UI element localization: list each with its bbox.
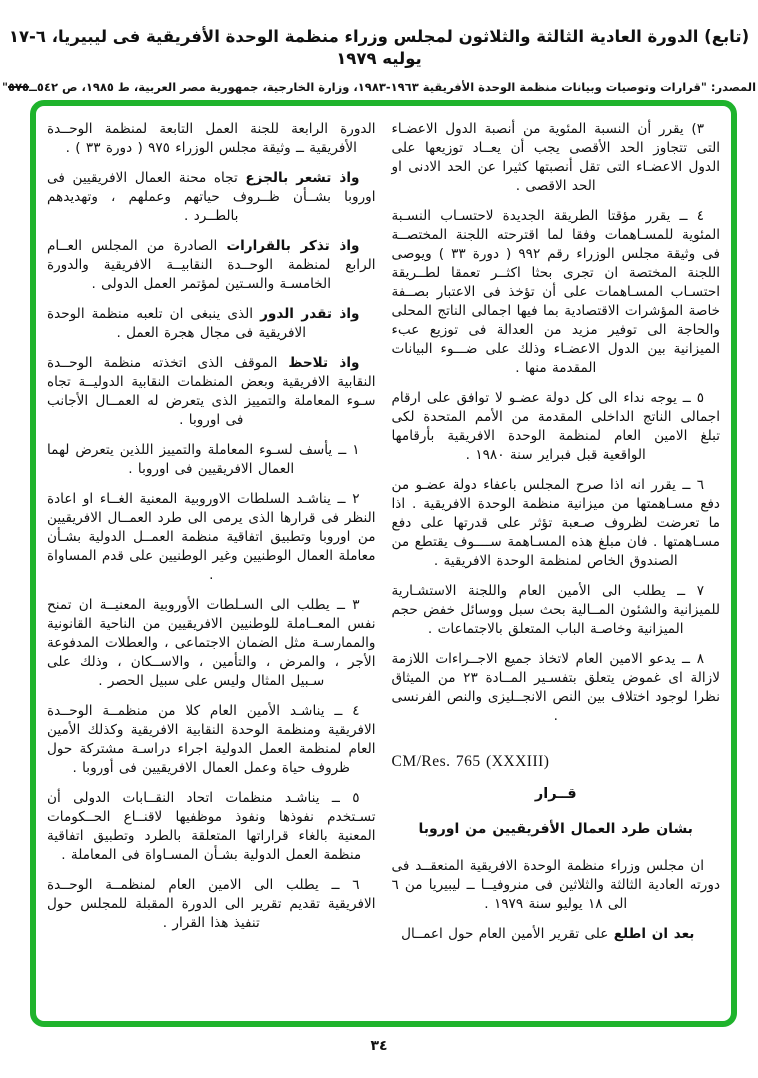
paragraph-lead: واذ تشعر بالجزع xyxy=(245,170,360,186)
paragraph: واذ تذكر بالقرارات الصادرة من المجلس العــام الرابع لمنظمة الوحــدة النقابيــة الافريقية والدورة الخامسـة والسـتين لمؤتمر العمل الدولى . xyxy=(47,238,376,292)
resolution-number: CM/Res. 765 (XXXIII) xyxy=(391,753,550,770)
paragraph: بعد ان اطلع على تقرير الأمين العام حول اعمــال xyxy=(401,926,695,942)
paragraph: ٢ ــ يناشـد السلطات الاوروبية المعنية الغــاء او اعادة النظر فى قرارها الذى يرمى الى طرد العمــال الافريقيين من اوروبا وتطبيق اتفاقية منظمة العمــل الدولية بشـأن معاملة العمال الوطنيين وغير الوطنيين على قدم المساواة . xyxy=(47,491,376,583)
column-right xyxy=(392,120,721,1021)
document-body xyxy=(30,106,737,1021)
paragraph: ٣) يقرر أن النسبة المئوية من أنصبة الدول الاعضـاء التى تتجاوز الحد الأقصى يجب أن يعــاد توزيعها على الدول الاعضـاء التى تقل أنصبتها كثيرا عن الحد الادنى او الحد الاقصى . xyxy=(391,121,720,194)
paragraph: ٨ ــ يدعو الامين العام لاتخاذ جميع الاجــراءات اللازمة لازالة اى غموض يتعلق بتفسـير المــادة ٢٣ من الميثاق نظرا لوجود اختلاف بين النص الانجــليزى والنص الفرنسى . xyxy=(391,651,720,724)
paragraph-lead: واذ تقدر الدور xyxy=(260,306,360,322)
paragraph-lead: بعد ان اطلع xyxy=(613,926,695,942)
paragraph-lead: واذ تلاحظ xyxy=(288,355,360,371)
paragraph: ٥ ــ يناشـد منظمات اتحاد النقــابات الدولى أن تسـتخدم نفوذها ونفوذ موظفيها لاقنــاع الحــكومات المعنية بالغاء قراراتها المتعلقة بالطرد وتطبيق اتفاقية منظمة العمل الدولية بشـأن المسـاواة فى المعاملة . xyxy=(47,790,376,863)
resolution-title: قــرار xyxy=(534,786,577,802)
paragraph: واذ تشعر بالجزع تجاه محنة العمال الافريقيين فى اوروبا بشــأن ظــروف حياتهم وعملهم ، وتهديدهم بالطــرد . xyxy=(47,170,376,224)
paragraph: ٤ ــ يناشـد الأمين العام كلا من منظمــة الوحــدة الافريقية ومنظمة الوحدة النقابية الافريقية وكذلك الأمين العام لمنظمة العمل الدولية اجراء دراسـة مشتركة حول ظروف حياة وعمل العمال الافريقيين فى أوروبا . xyxy=(47,703,376,776)
paragraph-lead: واذ تذكر بالقرارات xyxy=(226,238,360,254)
paragraph: ٦ ــ يقرر انه اذا صرح المجلس باعفاء دولة عضـو من دفع مسـاهمتها من ميزانية منظمة الوحدة الافريقية . اذا ما تعرضت لظروف صـعبة تؤثر على قدرتها على دفع مسـاهمتها . فان مبلغ هذه المسـاهمة ســــوف يقتطع من الصندوق الخاص لمنظمة الوحدة الافريقية . xyxy=(391,477,720,569)
session-title: (تابع) الدورة العادية الثالثة والثلاثون لمجلس وزراء منظمة الوحدة الأفريقية فى ليبيريا، ٦-١٧ يوليه ١٩٧٩ xyxy=(8,27,750,68)
paragraph: الدورة الرابعة للجنة العمل التابعة لمنظمة الوحــدة الأفريقية ــ وثيقة مجلس الوزراء ٩٧٥ ( دورة ٣٣ ) . xyxy=(47,121,376,156)
resolution-subtitle: بشان طرد العمال الأفريقيين من اوروبا xyxy=(418,821,693,837)
paragraph: ان مجلس وزراء منظمة الوحدة الافريقية المنعقــد فى دورته العادية الثالثة والثلاثين فى منروفيــا ــ ليبيريا من ٦ الى ١٨ يوليو سنة ١٩٧٩ . xyxy=(391,858,720,912)
page-number: ٣٤ xyxy=(370,1038,388,1054)
paragraph: ٧ ــ يطلب الى الأمين العام واللجنة الاستشـارية للميزانية والشئون المــالية بحث سبل ووسائل خفض حجم الميزانية وخاصـة الباب المتعلق بالاجتماعات . xyxy=(391,583,720,637)
source-struck-pages: ٥٧٥ xyxy=(7,80,30,94)
paragraph: واذ تلاحظ الموقف الذى اتخذته منظمة الوحــدة النقابية الافريقية وبعض المنظمات النقابية الدوليــة تجاه سـوء المعاملة والتمييز الذى يتعرض له العمــال الأجانب فى اوروبا . xyxy=(47,355,376,428)
paragraph: واذ تقدر الدور الذى ينبغى ان تلعبه منظمة الوحدة الافريقية فى مجال هجرة العمل . xyxy=(47,306,360,341)
paragraph: ١ ــ يأسف لسـوء المعاملة والتمييز اللذين يتعرض لهما العمال الافريقيين فى اوروبا . xyxy=(47,442,360,477)
paragraph: ٤ ــ يقرر مؤقتا الطريقة الجديدة لاحتسـاب النسـبة المئوية للمسـاهمات وفقا لما اقترحته اللجنة المختصــة فى وثيقة مجلس الوزراء رقم ٩٩٢ ( دورة ٣٣ ) ويوصى اللجنة المختصة ان تجرى بحثا اكثــر تعمقا لطــريقة احتسـاب المسـاهمات على أن تؤخذ فى الاعتبار بصــفة خاصة المؤشرات الاقتصادية بما فيها اجمالى الناتج المحلى والحاجة الى توفير مزيد من العدالة فى توزيع عبء الميزانية بين الدول الاعضـاء وذلك على ضـــوء البيانات المقدمة منها . xyxy=(391,208,720,376)
paragraph: ٦ ــ يطلب الى الامين العام لمنظمــة الوحــدة الافريقية تقديم تقرير الى الدورة المقبلة للمجلس حول تنفيذ هذا القرار . xyxy=(47,877,376,931)
paragraph: ٥ ــ يوجه نداء الى كل دولة عضـو لا توافق على ارقام اجمالى الناتج الداخلى المقدمة من الأمم المتحدة لكى تبلغ الامين العام لمنظمة الوحدة الافريقية بأرقامها الواقعية قبل فبراير سنة ١٩٨٠ . xyxy=(391,390,720,463)
source-text: المصدر: "قرارات وتوصيات وبيانات منظمة الوحدة الأفريقية ١٩٦٣-١٩٨٣، وزارة الخارجية، جمهورية مصر العربية، ط ١٩٨٥، ص ٥٤٢ــ xyxy=(29,80,757,94)
page-header xyxy=(0,26,758,94)
paragraph: ٣ ــ يطلب الى السـلطات الأوروبية المعنيــة ان تمنح نفس المعــاملة للوطنيين الافريقيين من الناحية القانونية والممارسـة مثل الضمان الاجتماعى ، والعطلات المدفوعة الأجر ، والمرض ، والتأمين ، والاســكان ، وذلك على سـبيل المثال وليس على سبيل الحصر . xyxy=(47,597,376,689)
source-line xyxy=(0,80,758,94)
source-closing-quote: " xyxy=(1,80,8,94)
column-left xyxy=(47,120,376,1021)
